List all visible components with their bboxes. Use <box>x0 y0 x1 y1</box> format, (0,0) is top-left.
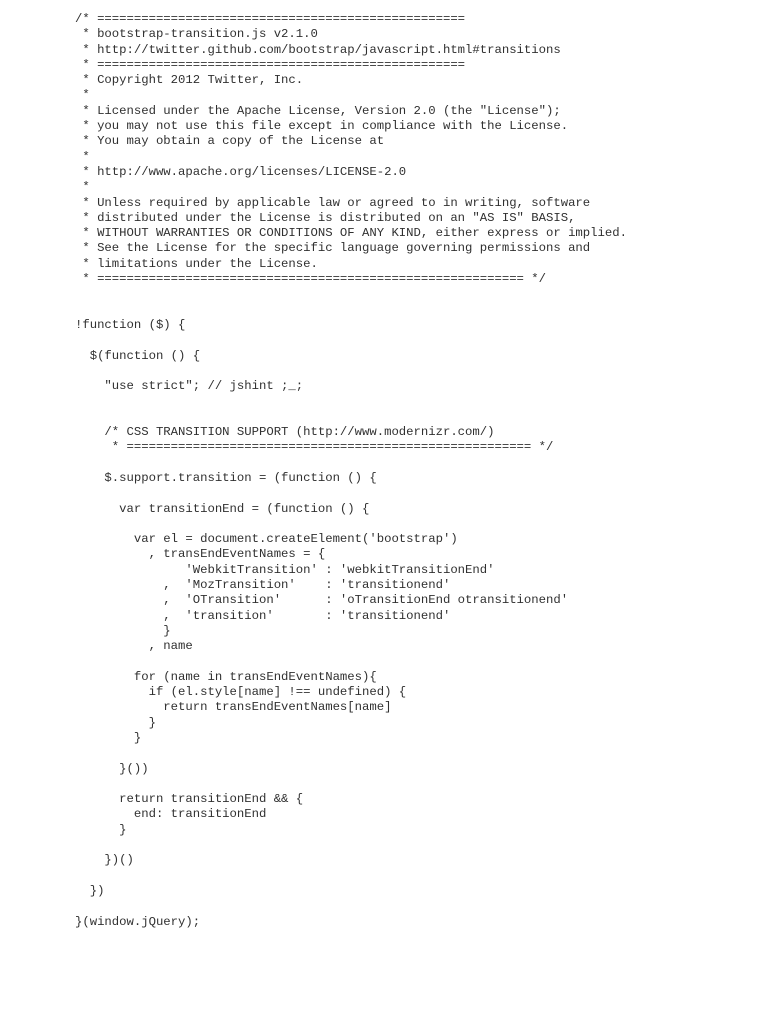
code-line <box>75 410 755 425</box>
code-line: })() <box>75 853 134 868</box>
code-line <box>75 869 755 884</box>
code-line: , name <box>75 639 193 654</box>
code-line: * <box>75 149 90 164</box>
code-line: * http://www.apache.org/licenses/LICENSE-2.0 <box>75 164 407 179</box>
code-line: , 'transition' : 'transitionend' <box>75 608 451 623</box>
code-line: $(function () { <box>75 348 201 363</box>
code-line <box>75 486 755 501</box>
code-line: /* CSS TRANSITION SUPPORT (http://www.modernizr.com/) <box>75 425 495 440</box>
code-line: $.support.transition = (function () { <box>75 470 377 485</box>
code-line: }()) <box>75 761 149 776</box>
code-line: return transEndEventNames[name] <box>75 700 392 715</box>
code-line <box>75 333 755 348</box>
code-line <box>75 838 755 853</box>
code-line <box>75 777 755 792</box>
code-line: * WITHOUT WARRANTIES OR CONDITIONS OF ANY KIND, either express or implied. <box>75 226 627 241</box>
code-line: return transitionEnd && { <box>75 792 304 807</box>
code-line: }(window.jQuery); <box>75 914 201 929</box>
code-line: * Copyright 2012 Twitter, Inc. <box>75 73 304 88</box>
code-line: } <box>75 715 156 730</box>
code-line: * Unless required by applicable law or agreed to in writing, software <box>75 195 591 210</box>
code-line: "use strict"; // jshint ;_; <box>75 379 304 394</box>
code-line: * <box>75 88 90 103</box>
code-line: * ======================================================= */ <box>75 440 554 455</box>
code-line: } <box>75 623 171 638</box>
code-line <box>75 899 755 914</box>
code-line: end: transitionEnd <box>75 807 267 822</box>
code-line: } <box>75 822 127 837</box>
code-line <box>75 394 755 409</box>
code-line: , 'OTransition' : 'oTransitionEnd otransitionend' <box>75 593 569 608</box>
code-line: /* ================================================== <box>75 12 466 26</box>
code-line: * <box>75 180 90 195</box>
code-line: * you may not use this file except in compliance with the License. <box>75 119 569 134</box>
code-line: for (name in transEndEventNames){ <box>75 669 377 684</box>
code-line: var transitionEnd = (function () { <box>75 501 370 516</box>
code-line <box>75 517 755 532</box>
code-line: * ========================================================== */ <box>75 272 546 287</box>
code-line <box>75 456 755 471</box>
code-line <box>75 287 755 302</box>
code-line: * Licensed under the Apache License, Version 2.0 (the "License"); <box>75 103 561 118</box>
code-line: * distributed under the License is distributed on an "AS IS" BASIS, <box>75 210 576 225</box>
code-line: } <box>75 730 142 745</box>
code-line <box>75 654 755 669</box>
code-line: 'WebkitTransition' : 'webkitTransitionEnd' <box>75 562 495 577</box>
code-line: if (el.style[name] !== undefined) { <box>75 685 407 700</box>
code-line: * limitations under the License. <box>75 256 318 271</box>
code-line: !function ($) { <box>75 317 186 332</box>
code-line: * See the License for the specific language governing permissions and <box>75 241 591 256</box>
code-line: * You may obtain a copy of the License at <box>75 134 385 149</box>
code-line: var el = document.createElement('bootstrap') <box>75 532 458 547</box>
code-line: , transEndEventNames = { <box>75 547 326 562</box>
code-line: }) <box>75 883 105 898</box>
code-line: * ================================================== <box>75 57 466 72</box>
code-line: , 'MozTransition' : 'transitionend' <box>75 577 451 592</box>
code-line: * http://twitter.github.com/bootstrap/javascript.html#transitions <box>75 42 561 57</box>
code-line: * bootstrap-transition.js v2.1.0 <box>75 27 318 42</box>
code-line <box>75 746 755 761</box>
code-line <box>75 364 755 379</box>
code-listing <box>75 12 755 930</box>
code-line <box>75 303 755 318</box>
